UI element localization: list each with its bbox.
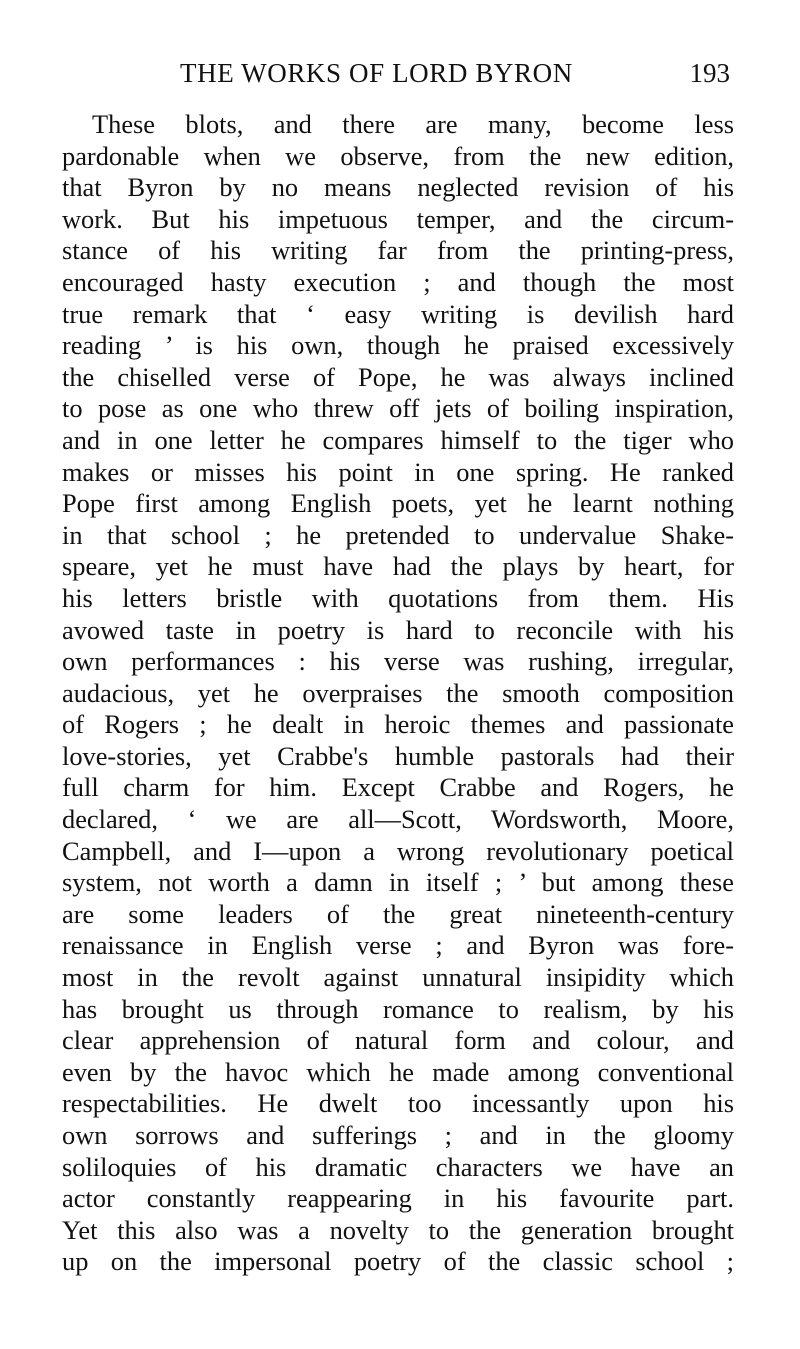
text-line: audacious, yet he overpraises the smooth composition — [62, 677, 734, 708]
text-line: pardonable when we observe, from the new edition, — [62, 140, 734, 171]
running-head — [62, 58, 734, 98]
text-line: has brought us through romance to realism, by his — [62, 993, 734, 1024]
text-line: clear apprehension of natural form and colour, and — [62, 1025, 734, 1056]
text-line: full charm for him. Except Crabbe and Rogers, he — [62, 772, 734, 803]
text-line: Yet this also was a novelty to the generation brought — [62, 1214, 734, 1245]
text-line: stance of his writing far from the printing-press, — [62, 235, 734, 266]
body-paragraph — [62, 109, 734, 1278]
text-line: his letters bristle with quotations from them. His — [62, 582, 734, 613]
text-line: are some leaders of the great nineteenth-century — [62, 898, 734, 929]
text-line: to pose as one who threw off jets of boiling inspiration, — [62, 393, 734, 424]
text-line: speare, yet he must have had the plays by heart, for — [62, 551, 734, 582]
text-line: and in one letter he compares himself to the tiger who — [62, 424, 734, 455]
text-line: the chiselled verse of Pope, he was always inclined — [62, 361, 734, 392]
text-line: declared, ‘ we are all—Scott, Wordsworth, Moore, — [62, 804, 734, 835]
text-line: even by the havoc which he made among conventional — [62, 1056, 734, 1087]
text-line: own sorrows and sufferings ; and in the gloomy — [62, 1120, 734, 1150]
text-line: system, not worth a damn in itself ; ’ but among these — [62, 867, 734, 898]
text-line: work. But his impetuous temper, and the circum- — [62, 203, 734, 234]
text-line: in that school ; he pretended to undervalue Shake- — [62, 519, 734, 550]
text-line: love-stories, yet Crabbe's humble pastorals had their — [62, 740, 734, 771]
text-line: that Byron by no means neglected revision of his — [62, 172, 734, 203]
text-line: actor constantly reappearing in his favourite part. — [62, 1183, 734, 1214]
text-line: of Rogers ; he dealt in heroic themes and passionate — [62, 709, 734, 740]
text-line: encouraged hasty execution ; and though the most — [62, 266, 734, 297]
page-number: 193 — [689, 58, 730, 88]
text-line: true remark that ‘ easy writing is devilish hard — [62, 298, 734, 329]
text-line: avowed taste in poetry is hard to reconcile with his — [62, 614, 734, 645]
text-line: Campbell, and I—upon a wrong revolutionary poetical — [62, 835, 734, 866]
text-line: These blots, and there are many, become less — [92, 109, 734, 139]
text-line: up on the impersonal poetry of the classic school ; — [62, 1246, 734, 1277]
text-line: own performances : his verse was rushing, irregular, — [62, 646, 734, 677]
text-line: respectabilities. He dwelt too incessantly upon his — [62, 1088, 734, 1119]
text-line: reading ’ is his own, though he praised excessively — [62, 330, 734, 361]
text-line: most in the revolt against unnatural insipidity which — [62, 962, 734, 993]
running-title: THE WORKS OF LORD BYRON — [180, 58, 573, 88]
text-line: makes or misses his point in one spring. He ranked — [62, 456, 734, 487]
text-line: soliloquies of his dramatic characters we have an — [62, 1151, 734, 1182]
text-line: Pope first among English poets, yet he learnt nothing — [62, 488, 734, 519]
text-line: renaissance in English verse ; and Byron was fore- — [62, 930, 734, 961]
